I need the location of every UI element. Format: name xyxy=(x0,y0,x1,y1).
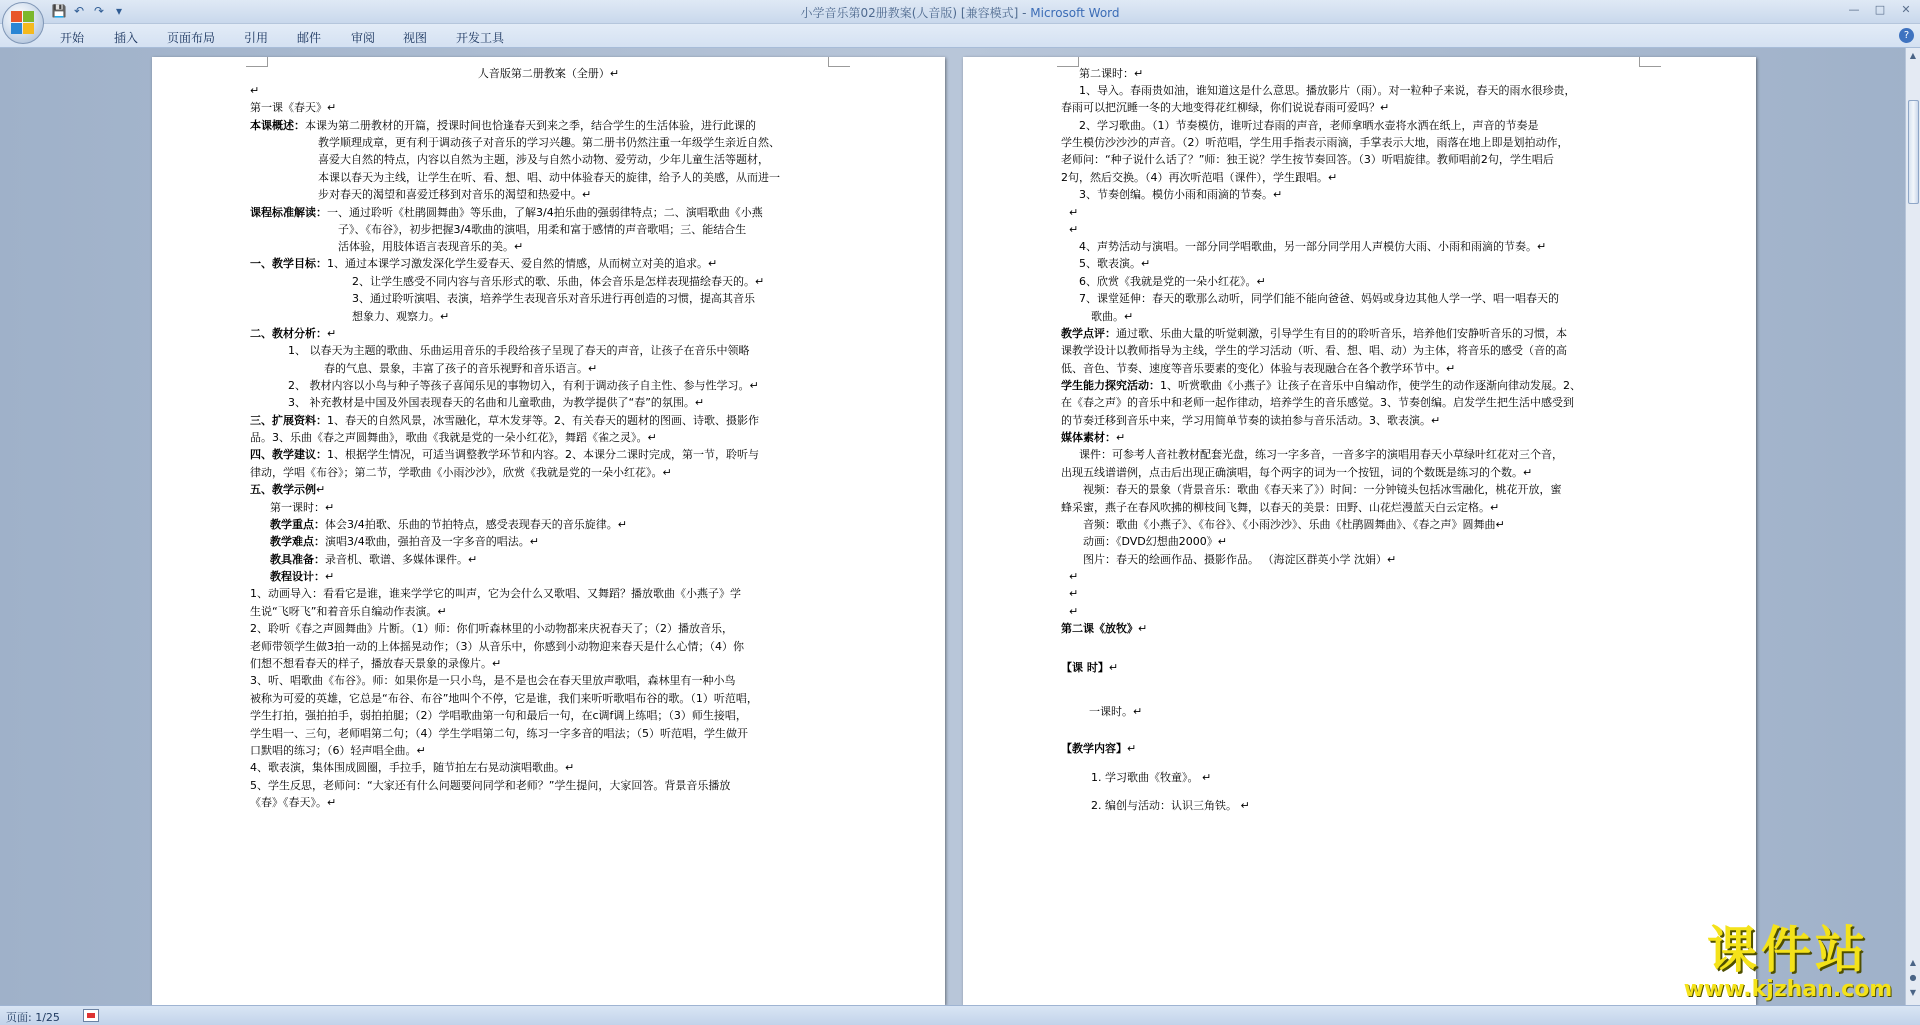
line-text: 一课时。↵ xyxy=(1089,705,1143,718)
line-text: 品。3、乐曲《春之声圆舞曲》，歌曲《我就是党的一朵小红花》，舞蹈《雀之灵》。↵ xyxy=(250,431,657,444)
office-logo-icon xyxy=(11,11,35,35)
line-text: 学生唱一、三句，老师唱第二句；（4）学生学唱第二句，练习一字多音的唱法；（5）听范唱，学生做开 xyxy=(250,727,748,740)
text-line xyxy=(1083,549,1396,570)
proofing-icon[interactable] xyxy=(83,1009,99,1022)
line-text: 2. 编创与活动：认识三角铁。 ↵ xyxy=(1091,799,1250,812)
line-text: 2、让学生感受不同内容与音乐形式的歌、乐曲，体会音乐是怎样表现描绘春天的。↵ xyxy=(352,275,765,288)
document-page-1[interactable] xyxy=(152,57,945,1005)
line-text: 演唱3/4歌曲，强拍音及一字多音的唱法。↵ xyxy=(325,535,539,548)
scroll-up-icon[interactable]: ▲ xyxy=(1909,51,1917,60)
section-heading: 第二课《放牧》 xyxy=(1061,622,1138,635)
line-text: 春的气息、景象，丰富了孩子的音乐视野和音乐语言。↵ xyxy=(324,362,598,375)
line-text: 被称为可爱的英雄，它总是“布谷、布谷”地叫个不停，它是谁，我们来听听歌唱布谷的歌。（1）听范唱， xyxy=(250,692,758,705)
undo-icon[interactable]: ↶ xyxy=(73,4,85,18)
window-title: 小学音乐第02册教案(人音版) [兼容模式] - Microsoft Word xyxy=(800,6,1120,20)
line-text: ↵ xyxy=(316,483,326,496)
line-text: 3、节奏创编。模仿小雨和雨滴的节奏。↵ xyxy=(1079,188,1283,201)
line-text: 图片：春天的绘画作品、摄影作品。 （海淀区群英小学 沈娟）↵ xyxy=(1083,553,1397,566)
line-text: 出现五线谱谱例，点击后出现正确演唱，每个两字的词为一个按钮，词的个数既是练习的个数。↵ xyxy=(1061,466,1533,479)
line-text: ↵ xyxy=(1069,223,1079,236)
text-line xyxy=(1079,184,1282,205)
text-line xyxy=(1079,288,1559,309)
line-text: 春雨可以把沉睡一冬的大地变得花红柳绿，你们说说春雨可爱吗？↵ xyxy=(1061,101,1390,114)
line-text: 口默唱的练习；（6）轻声唱全曲。↵ xyxy=(250,744,426,757)
line-text: 的节奏迁移到音乐中来，学习用简单节奏的读拍参与音乐活动。3、歌表演。↵ xyxy=(1061,414,1441,427)
line-text: 3、通过聆听演唱、表演，培养学生表现音乐对音乐进行再创造的习惯，提高其音乐 xyxy=(352,292,755,305)
line-text: 1、春天的自然风景，冰雪融化，草木发芽等。2、有关春天的题材的图画、诗歌、摄影作 xyxy=(327,414,759,427)
ribbon-tabs xyxy=(0,24,1920,48)
text-line xyxy=(152,63,945,84)
line-text: ↵ xyxy=(325,570,335,583)
line-text: 1、动画导入：看看它是谁，谁来学学它的叫声，它为会什么又歌唱、又舞蹈？播放歌曲《小燕子》学 xyxy=(250,587,741,600)
line-text: 1、 以春天为主题的歌曲、乐曲运用音乐的手段给孩子呈现了春天的声音，让孩子在音乐中领略 xyxy=(288,344,750,357)
line-text: 生说“飞呀飞”和着音乐自编动作表演。↵ xyxy=(250,605,447,618)
tab-review[interactable]: 审阅 xyxy=(351,31,376,45)
text-line xyxy=(352,306,449,327)
line-text: 2、聆听《春之声圆舞曲》片断。（1）师：你们听森林里的小动物都来庆祝春天了；（2）播放音乐， xyxy=(250,622,733,635)
section-heading: 二、教材分析： xyxy=(250,327,327,340)
line-text: 4、声势活动与演唱。一部分同学唱歌曲，另一部分同学用人声模仿大雨、小雨和雨滴的节奏。↵ xyxy=(1079,240,1547,253)
tab-developer[interactable]: 开发工具 xyxy=(456,31,505,45)
line-text: ↵ xyxy=(1138,622,1148,635)
line-text: 1、听赏歌曲《小燕子》让孩子在音乐中自编动作，使学生的动作逐渐向律动发展。2、 xyxy=(1160,379,1581,392)
crop-mark xyxy=(1057,57,1079,67)
office-button[interactable] xyxy=(2,2,44,44)
line-text: 6、欣赏《我就是党的一朵小红花》。↵ xyxy=(1079,275,1266,288)
line-text: 本课以春天为主线，让学生在听、看、想、唱、动中体验春天的旋律，给予人的美感，从而进一 xyxy=(318,171,780,184)
line-text: 《春》《春天》。↵ xyxy=(250,796,337,809)
document-page-2[interactable] xyxy=(963,57,1756,1005)
line-text: 本课为第二册教材的开篇，授课时间也恰逢春天到来之季，结合学生的生活体验，进行此课的 xyxy=(305,119,756,132)
line-text: 第一课《春天》↵ xyxy=(250,101,337,114)
text-line xyxy=(1069,219,1078,240)
tab-page-layout[interactable]: 页面布局 xyxy=(167,31,216,45)
section-heading: 教具准备： xyxy=(270,553,325,566)
save-icon[interactable]: 💾 xyxy=(51,4,67,18)
line-text: 视频：春天的景象（背景音乐：歌曲《春天来了》）时间：一分钟镜头包括冰雪融化，桃花开放，蜜 xyxy=(1083,483,1562,496)
line-text: 4、歌表演，集体围成圆圈，手拉手，随节拍左右晃动演唱歌曲。↵ xyxy=(250,761,575,774)
line-text: 教学顺理成章，更有利于调动孩子对音乐的学习兴趣。第二册书仍然注重一年级学生亲近自然、 xyxy=(318,136,780,149)
line-text: 1、通过本课学习激发深化学生爱春天、爱自然的情感，从而树立对美的追求。↵ xyxy=(327,257,718,270)
watermark-url: www.kjzhan.com xyxy=(1683,977,1893,1002)
line-text: 3、 补充教材是中国及外国表现春天的名曲和儿童歌曲，为教学提供了“春”的氛围。↵ xyxy=(288,396,705,409)
section-heading: 学生能力探究活动： xyxy=(1061,379,1160,392)
line-text: 2句，然后交换。（4）再次听范唱（课件），学生跟唱。↵ xyxy=(1061,171,1338,184)
minimize-icon[interactable]: — xyxy=(1848,3,1860,16)
line-text: 歌曲。↵ xyxy=(1091,310,1134,323)
line-text: ↵ xyxy=(1116,431,1126,444)
section-heading: 【教学内容】 xyxy=(1061,742,1127,755)
status-bar xyxy=(0,1005,1920,1025)
next-page-icon[interactable]: ▼ xyxy=(1909,988,1917,997)
customize-icon[interactable]: ▾ xyxy=(115,4,123,18)
section-heading: 三、扩展资料： xyxy=(250,414,327,427)
line-text: ↵ xyxy=(327,327,337,340)
line-text: 低、音色、节奏、速度等音乐要素的变化）体验与表现融合在各个教学环节中。↵ xyxy=(1061,362,1456,375)
line-text: ↵ xyxy=(1069,570,1079,583)
text-line xyxy=(1089,701,1142,722)
line-text: 7、课堂延伸：春天的歌那么动听，同学们能不能向爸爸、妈妈或身边其他人学一学、唱一唱春天的 xyxy=(1079,292,1559,305)
page-counter[interactable]: 页面: 1/25 xyxy=(6,1011,60,1024)
text-line xyxy=(250,792,336,813)
line-text: 第二课时：↵ xyxy=(1079,67,1144,80)
line-text: 课件：可参考人音社教材配套光盘，练习一字多音，一音多字的演唱用春天小草绿叶红花对三个音， xyxy=(1079,448,1563,461)
line-text: 们想不想看春天的样子，播放春天景象的录像片。↵ xyxy=(250,657,502,670)
crop-mark xyxy=(1639,57,1661,67)
line-text: 5、歌表演。↵ xyxy=(1079,257,1151,270)
line-text: ↵ xyxy=(1069,206,1079,219)
line-text: ↵ xyxy=(1127,742,1137,755)
tab-view[interactable]: 视图 xyxy=(403,31,428,45)
tab-home[interactable]: 开始 xyxy=(60,31,85,45)
watermark-title: 课件站 xyxy=(1707,921,1869,979)
maximize-icon[interactable]: □ xyxy=(1874,3,1886,16)
line-text: 喜爱大自然的特点，内容以自然为主题，涉及与自然小动物、爱劳动，少年儿童生活等题材， xyxy=(318,153,769,166)
line-text: 1、导入。春雨贵如油，谁知道这是什么意思。播放影片（雨）。对一粒种子来说，春天的雨水很珍贵， xyxy=(1079,84,1576,97)
line-text: 第一课时：↵ xyxy=(270,501,335,514)
line-text: 动画：《DVD幻想曲2000》↵ xyxy=(1083,535,1227,548)
section-heading: 一、教学目标： xyxy=(250,257,327,270)
line-text: 一、通过聆听《杜鹃圆舞曲》等乐曲，了解3/4拍乐曲的强弱律特点；二、演唱歌曲《小燕 xyxy=(327,206,763,219)
line-text: 子》、《布谷》，初步把握3/4歌曲的演唱，用柔和富于感情的声音歌唱；三、能结合生 xyxy=(338,223,747,236)
line-text: 体会3/4拍歌、乐曲的节拍特点，感受表现春天的音乐旋律。↵ xyxy=(325,518,627,531)
line-text: 音频：歌曲《小燕子》、《布谷》、《小雨沙沙》、乐曲《杜鹃圆舞曲》、《春之声》圆舞曲↵ xyxy=(1083,518,1505,531)
section-heading: 教学重点： xyxy=(270,518,325,531)
line-text: 通过歌、乐曲大量的听觉刺激，引导学生有目的的聆听音乐，培养他们安静听音乐的习惯，本 xyxy=(1116,327,1567,340)
line-text: 活体验，用肢体语言表现音乐的美。↵ xyxy=(338,240,524,253)
line-text: 2、 教材内容以小鸟与种子等孩子喜闻乐见的事物切入，有利于调动孩子自主性、参与性学习。↵ xyxy=(288,379,759,392)
section-heading: 教学点评： xyxy=(1061,327,1116,340)
line-text: 蜂采蜜，燕子在春风吹拂的柳枝间飞舞，以春天的美景：田野、山花烂漫蓝天白云定格。↵ xyxy=(1061,501,1500,514)
line-text: ↵ xyxy=(250,84,260,97)
select-browse-icon[interactable]: ● xyxy=(1909,973,1917,982)
section-heading: 四、教学建议： xyxy=(250,448,327,461)
line-text: 2、学习歌曲。（1）节奏模仿，谁听过春雨的声音，老师拿晒水壶将水洒在纸上，声音的节奏是 xyxy=(1079,119,1539,132)
section-heading: 本课概述： xyxy=(250,119,305,132)
section-heading: 课程标准解读： xyxy=(250,206,327,219)
section-heading: 【课 时】 xyxy=(1061,661,1109,674)
text-line xyxy=(1091,795,1250,816)
line-text: 人音版第二册教案（全册）↵ xyxy=(477,67,620,80)
tab-references[interactable]: 引用 xyxy=(244,31,269,45)
text-line xyxy=(1091,767,1211,788)
scrollbar-thumb[interactable] xyxy=(1908,100,1919,204)
line-text: 课教学设计以教师指导为主线，学生的学习活动（听、看、想、唱、动）为主体，将音乐的感受（音的高 xyxy=(1061,344,1567,357)
tab-insert[interactable]: 插入 xyxy=(114,31,139,45)
close-icon[interactable]: ✕ xyxy=(1901,3,1911,16)
tab-mailings[interactable]: 邮件 xyxy=(297,31,322,45)
line-text: ↵ xyxy=(1069,587,1079,600)
line-text: 5、学生反思，老师问：“大家还有什么问题要问同学和老师？”学生提问，大家回答。背景音乐播放 xyxy=(250,779,731,792)
line-text: ↵ xyxy=(1108,661,1119,674)
line-text: 律动，学唱《布谷》；第二节，学歌曲《小雨沙沙》，欣赏《我就是党的一朵小红花》。↵ xyxy=(250,466,672,479)
section-heading: 五、教学示例 xyxy=(250,483,316,496)
section-heading: 媒体素材： xyxy=(1061,431,1116,444)
line-text: 老师问：“种子说什么话了？”师：独王说？学生按节奏回答。（3）听唱旋律。教师唱前2句，学生唱后 xyxy=(1061,153,1554,166)
text-line xyxy=(1061,657,1118,678)
line-text: 录音机、歌谱、多媒体课件。↵ xyxy=(325,553,478,566)
line-text: 1. 学习歌曲《牧童》。 ↵ xyxy=(1091,771,1212,784)
line-text: 学生模仿沙沙沙的声音。（2）听范唱，学生用手指表示雨滴，手掌表示大地，雨落在地上即是划拍动作， xyxy=(1061,136,1569,149)
line-text: 在《春之声》的音乐中和老师一起作律动，培养学生的音乐感觉。3、节奏创编。启发学生把生活中感受到 xyxy=(1061,396,1574,409)
line-text: ↵ xyxy=(1069,605,1079,618)
title-bar xyxy=(0,0,1920,24)
window-controls xyxy=(1846,2,1914,18)
line-text: 老师带领学生做3拍一动的上体摇晃动作；（3）从音乐中，你感到小动物迎来春天是什么心情；（4）你 xyxy=(250,640,744,653)
text-line xyxy=(1061,618,1147,639)
line-text: 步对春天的渴望和喜爱迁移到对音乐的渴望和热爱中。↵ xyxy=(318,188,592,201)
section-heading: 教学难点： xyxy=(270,535,325,548)
section-heading: 教程设计： xyxy=(270,570,325,583)
watermark xyxy=(1670,922,1906,1002)
line-text: 学生打拍，强拍拍手，弱拍拍腿；（2）学唱歌曲第一句和最后一句，在c调f调上练唱；（3）师生接唱， xyxy=(250,709,747,722)
help-icon[interactable]: ? xyxy=(1899,28,1914,43)
line-text: 想象力、观察力。↵ xyxy=(352,310,450,323)
redo-icon[interactable]: ↷ xyxy=(93,4,105,18)
text-line xyxy=(1061,738,1136,759)
line-text: 1、根据学生情况，可适当调整教学环节和内容。2、本课分二课时完成，第一节，聆听与 xyxy=(327,448,759,461)
prev-page-icon[interactable]: ▲ xyxy=(1909,958,1917,967)
vertical-scrollbar[interactable] xyxy=(1905,48,1920,1005)
line-text: 3、听、唱歌曲《布谷》。师：如果你是一只小鸟，是不是也会在春天里放声歌唱，森林里有一种小鸟 xyxy=(250,674,736,687)
